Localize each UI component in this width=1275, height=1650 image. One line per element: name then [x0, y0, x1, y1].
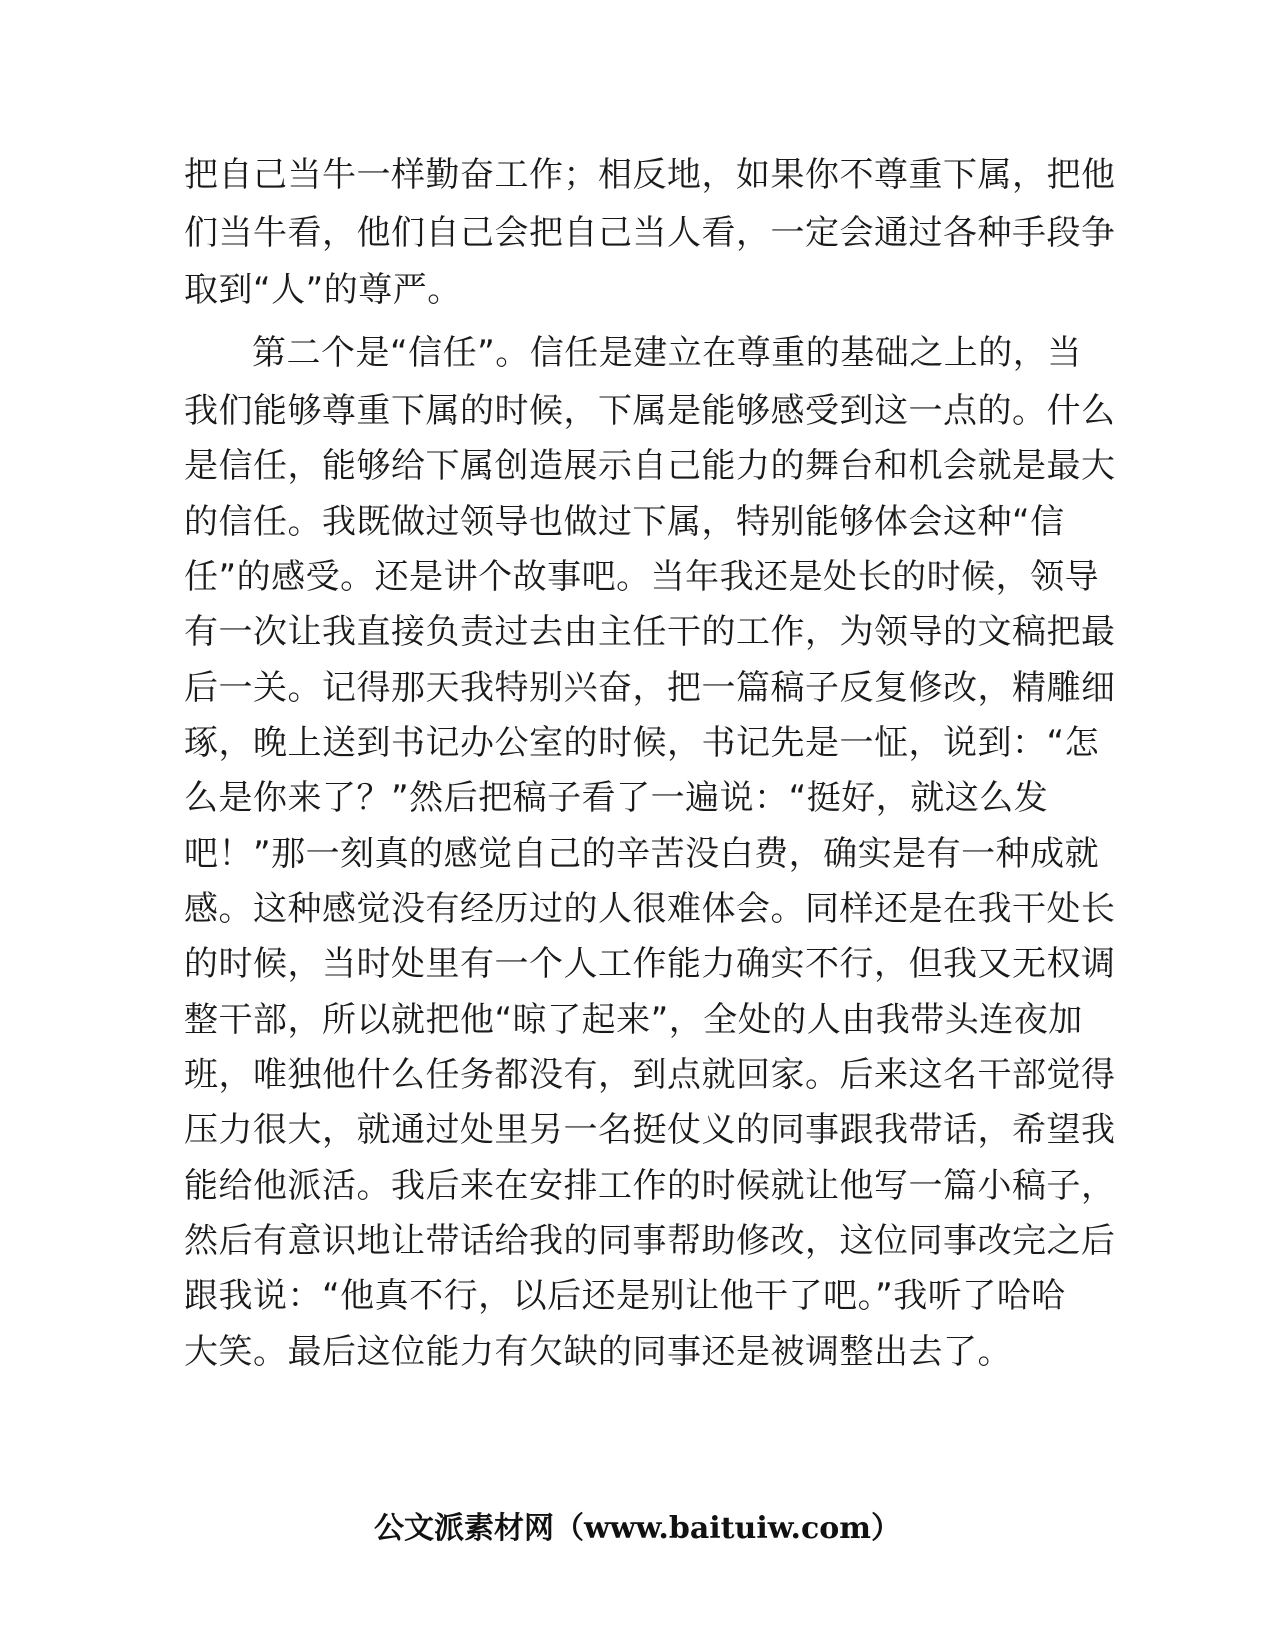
- paragraph-2-line-17: 然后有意识地让带话给我的同事帮助修改，这位同事改完之后: [184, 1221, 1116, 1261]
- paragraph-2-line-13: 整干部，所以就把他“晾了起来”，全处的人由我带头连夜加: [184, 1000, 1083, 1040]
- paragraph-2-line-16: 能给他派活。我后来在安排工作的时候就让他写一篇小稿子，: [184, 1166, 1116, 1206]
- paragraph-2-line-9: 么是你来了？”然后把稿子看了一遍说：“挺好，就这么发: [184, 778, 1049, 818]
- paragraph-1-line-2: 们当牛看，他们自己会把自己当人看，一定会通过各种手段争: [184, 213, 1116, 253]
- paragraph-2-line-18: 跟我说：“他真不行，以后还是别让他干了吧。”我听了哈哈: [184, 1276, 1066, 1316]
- paragraph-2-line-5: 任”的感受。还是讲个故事吧。当年我还是处长的时候，领导: [184, 557, 1100, 597]
- paragraph-2-line-19: 大笑。最后这位能力有欠缺的同事还是被调整出去了。: [184, 1332, 1012, 1372]
- paragraph-2-line-3: 是信任，能够给下属创造展示自己能力的舞台和机会就是最大: [184, 446, 1116, 486]
- paragraph-2-line-1: 第二个是“信任”。信任是建立在尊重的基础之上的，当: [252, 333, 1082, 373]
- paragraph-1-line-3: 取到“人”的尊严。: [184, 270, 462, 310]
- footer-source-text: 公文派素材网（www.baituiw.com）: [373, 1511, 902, 1546]
- paragraph-2-line-4: 的信任。我既做过领导也做过下属，特别能够体会这种“信: [184, 502, 1065, 542]
- paragraph-2-line-2: 我们能够尊重下属的时候，下属是能够感受到这一点的。什么: [184, 391, 1116, 431]
- paragraph-2-line-7: 后一关。记得那天我特别兴奋，把一篇稿子反复修改，精雕细: [184, 668, 1116, 708]
- paragraph-2-line-14: 班，唯独他什么任务都没有，到点就回家。后来这名干部觉得: [184, 1055, 1116, 1095]
- paragraph-2-line-15: 压力很大，就通过处里另一名挺仗义的同事跟我带话，希望我: [184, 1110, 1116, 1150]
- paragraph-2-line-10: 吧！”那一刻真的感觉自己的辛苦没白费，确实是有一种成就: [184, 834, 1100, 874]
- paragraph-2-line-8: 琢，晚上送到书记办公室的时候，书记先是一怔，说到：“怎: [184, 723, 1100, 763]
- paragraph-1-line-1: 把自己当牛一样勤奋工作；相反地，如果你不尊重下属，把他: [184, 155, 1116, 195]
- paragraph-2-line-12: 的时候，当时处里有一个人工作能力确实不行，但我又无权调: [184, 944, 1116, 984]
- paragraph-2-line-11: 感。这种感觉没有经历过的人很难体会。同样还是在我干处长: [184, 889, 1116, 929]
- paragraph-2-line-6: 有一次让我直接负责过去由主任干的工作，为领导的文稿把最: [184, 612, 1116, 652]
